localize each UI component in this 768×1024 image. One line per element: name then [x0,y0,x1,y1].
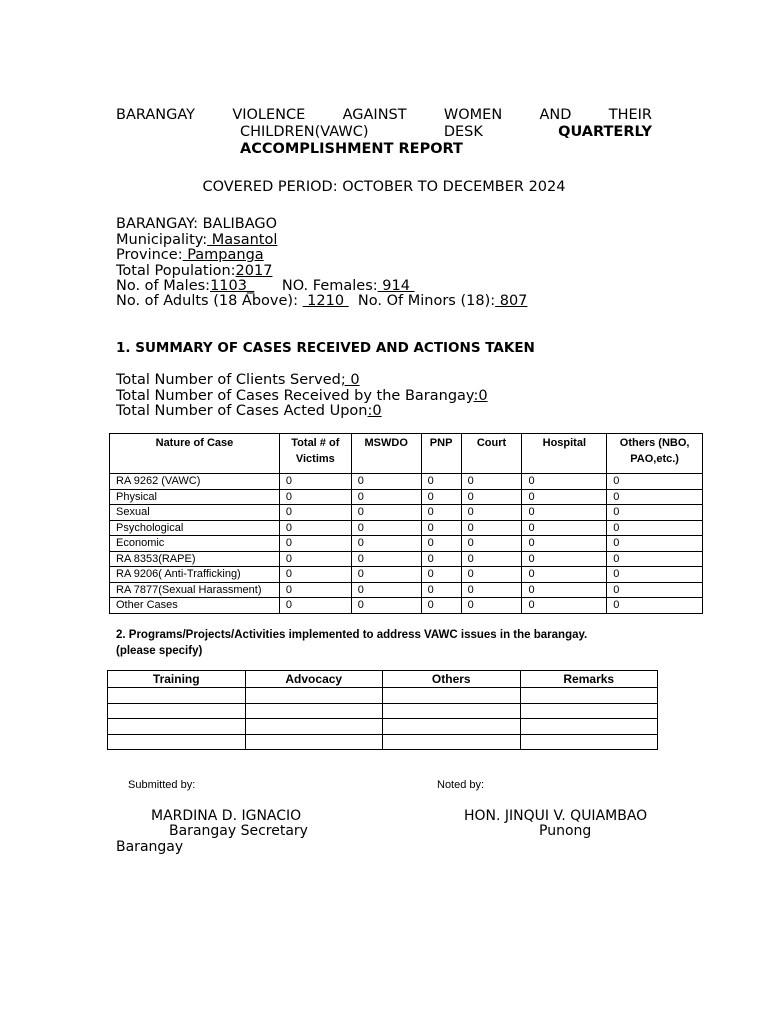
table-cell: 0 [522,582,607,598]
table-cell: 0 [461,551,522,567]
section1-heading: 1. SUMMARY OF CASES RECEIVED AND ACTIONS TAKEN [116,340,535,356]
column-header: MSWDO [351,434,421,474]
noted-title-continuation: Barangay [116,839,184,855]
table-cell: 0 [607,489,703,505]
cases-received-value: :0 [473,388,488,404]
column-header: Advocacy [245,671,383,688]
minors-value: 807 [495,293,528,309]
table-cell: 0 [279,520,351,536]
municipality-value: Masantol [207,232,278,248]
table-cell: 0 [607,582,703,598]
clients-served-label: Total Number of Clients Served [116,372,341,388]
table-cell: 0 [421,536,461,552]
table-cell: 0 [421,489,461,505]
table-cell [520,734,658,750]
table-cell: 0 [461,536,522,552]
table-cell: 0 [607,505,703,521]
submitted-by-label: Submitted by: [128,779,196,791]
report-title-line2 [240,124,652,140]
table-cell [108,703,246,719]
title-word: BARANGAY [116,107,196,123]
clients-served-value: ; 0 [340,372,360,388]
table-row [108,688,658,704]
table-cell: 0 [351,536,421,552]
cases-acted-line [116,403,382,419]
title-word-bold: QUARTERLY [558,124,652,140]
table-cell: 0 [279,536,351,552]
table-cell: 0 [351,505,421,521]
covered-period: COVERED PERIOD: OCTOBER TO DECEMBER 2024 [202,179,566,195]
column-header: Court [461,434,522,474]
table-cell: 0 [522,474,607,490]
table-cell [108,734,246,750]
table-cell: Sexual [110,505,280,521]
table-cell [245,719,383,735]
table-cell: 0 [607,567,703,583]
cases-received-label: Total Number of Cases Received by the Barangay [116,388,474,404]
table-cell: 0 [522,567,607,583]
table-cell [245,734,383,750]
column-header: Others (NBO, PAO,etc.) [607,434,703,474]
table-cell: 0 [351,598,421,614]
section2-heading-line2: (please specify) [116,645,203,657]
column-header: Total # of Victims [279,434,351,474]
table-cell: RA 8353(RAPE) [110,551,280,567]
barangay-name: BARANGAY: BALIBAGO [116,216,278,232]
table-cell: 0 [607,520,703,536]
table-cell [245,688,383,704]
column-header: Training [108,671,246,688]
column-header: Others [383,671,521,688]
title-word: AND [539,107,572,123]
table-cell: 0 [421,474,461,490]
report-title-line1 [116,107,652,123]
population-value: 2017 [235,263,273,279]
table-cell: 0 [279,505,351,521]
table-header-row [110,434,703,474]
table-cell: 0 [522,551,607,567]
title-word: DESK [443,124,483,140]
clients-served-line [116,372,360,388]
table-row [110,567,703,583]
noted-name: HON. JINQUI V. QUIAMBAO [464,808,648,824]
table-cell: 0 [421,505,461,521]
table-row [110,520,703,536]
table-cell: Psychological [110,520,280,536]
table-row [110,582,703,598]
table-cell: 0 [522,505,607,521]
table-cell: RA 9206( Anti-Trafficking) [110,567,280,583]
males-value: 1103_ [210,278,255,294]
title-word: AGAINST [342,107,407,123]
title-word: WOMEN [443,107,503,123]
table-row [110,474,703,490]
table-cell: 0 [351,551,421,567]
females-value: 914 [377,278,415,294]
report-title-line3: ACCOMPLISHMENT REPORT [240,141,463,157]
table-cell [383,719,521,735]
table-cell: 0 [421,520,461,536]
table-cell: 0 [461,598,522,614]
table-cell: Economic [110,536,280,552]
province-line [116,248,264,264]
table-cell: 0 [522,489,607,505]
cases-received-line [116,388,488,404]
cases-acted-label: Total Number of Cases Acted Upon [116,403,368,419]
table-row [110,598,703,614]
table-cell: 0 [279,598,351,614]
females-label: NO. Females: [281,278,378,294]
minors-label: No. Of Minors (18): [357,293,496,309]
table-cell: 0 [607,536,703,552]
table-cell: 0 [421,567,461,583]
table-cell [383,734,521,750]
table-cell: 0 [351,567,421,583]
cases-acted-value: :0 [367,403,382,419]
table-cell: 0 [279,474,351,490]
table-cell: 0 [607,474,703,490]
section2-heading [116,627,587,659]
adults-value: 1210 [302,293,349,309]
adults-label: No. of Adults (18 Above): [116,293,298,309]
table-cell: 0 [461,505,522,521]
table-cell: 0 [351,582,421,598]
table-cell: 0 [522,598,607,614]
table-cell: 0 [279,551,351,567]
column-header: PNP [421,434,461,474]
table-row [108,734,658,750]
table-cell: Physical [110,489,280,505]
table-cell: 0 [522,520,607,536]
table-row [108,703,658,719]
province-value: Pampanga [182,247,264,263]
table-cell: 0 [461,582,522,598]
column-header: Remarks [520,671,658,688]
table-row [110,505,703,521]
cases-summary-table [109,433,703,614]
table-cell [245,703,383,719]
table-cell: 0 [607,598,703,614]
table-cell [520,719,658,735]
table-cell [383,688,521,704]
table-cell: 0 [351,520,421,536]
column-header: Nature of Case [110,434,280,474]
province-label: Province: [116,247,183,263]
title-word: CHILDREN(VAWC) [240,124,369,140]
table-cell: 0 [351,489,421,505]
table-cell: RA 7877(Sexual Harassment) [110,582,280,598]
table-cell: 0 [461,567,522,583]
table-cell: 0 [279,582,351,598]
table-cell: 0 [461,520,522,536]
title-word: THEIR [608,107,652,123]
table-cell: 0 [351,474,421,490]
table-cell [520,688,658,704]
table-cell: 0 [279,567,351,583]
table-cell [520,703,658,719]
table-cell [108,688,246,704]
table-cell: 0 [279,489,351,505]
table-cell: 0 [421,582,461,598]
section2-heading-line1: 2. Programs/Projects/Activities implemented to address VAWC issues in the barangay. [116,629,588,641]
municipality-label: Municipality: [116,232,208,248]
title-word: VIOLENCE [232,107,306,123]
table-row [110,489,703,505]
submitted-name: MARDINA D. IGNACIO [151,808,302,824]
table-cell: 0 [461,474,522,490]
males-label: No. of Males: [116,278,211,294]
noted-by-label: Noted by: [437,779,485,791]
column-header: Hospital [522,434,607,474]
table-cell: 0 [522,536,607,552]
table-cell: Other Cases [110,598,280,614]
table-cell: 0 [461,489,522,505]
table-cell: 0 [421,598,461,614]
table-cell: 0 [421,551,461,567]
population-label: Total Population: [116,263,236,279]
table-cell [108,719,246,735]
table-row [110,536,703,552]
table-cell: 0 [607,551,703,567]
table-row [110,551,703,567]
table-cell: RA 9262 (VAWC) [110,474,280,490]
submitted-title: Barangay Secretary [169,823,308,839]
programs-table [107,670,658,750]
table-header-row [108,671,658,688]
table-row [108,719,658,735]
noted-title: Punong [539,823,592,839]
table-cell [383,703,521,719]
age-counts-line [116,294,527,310]
